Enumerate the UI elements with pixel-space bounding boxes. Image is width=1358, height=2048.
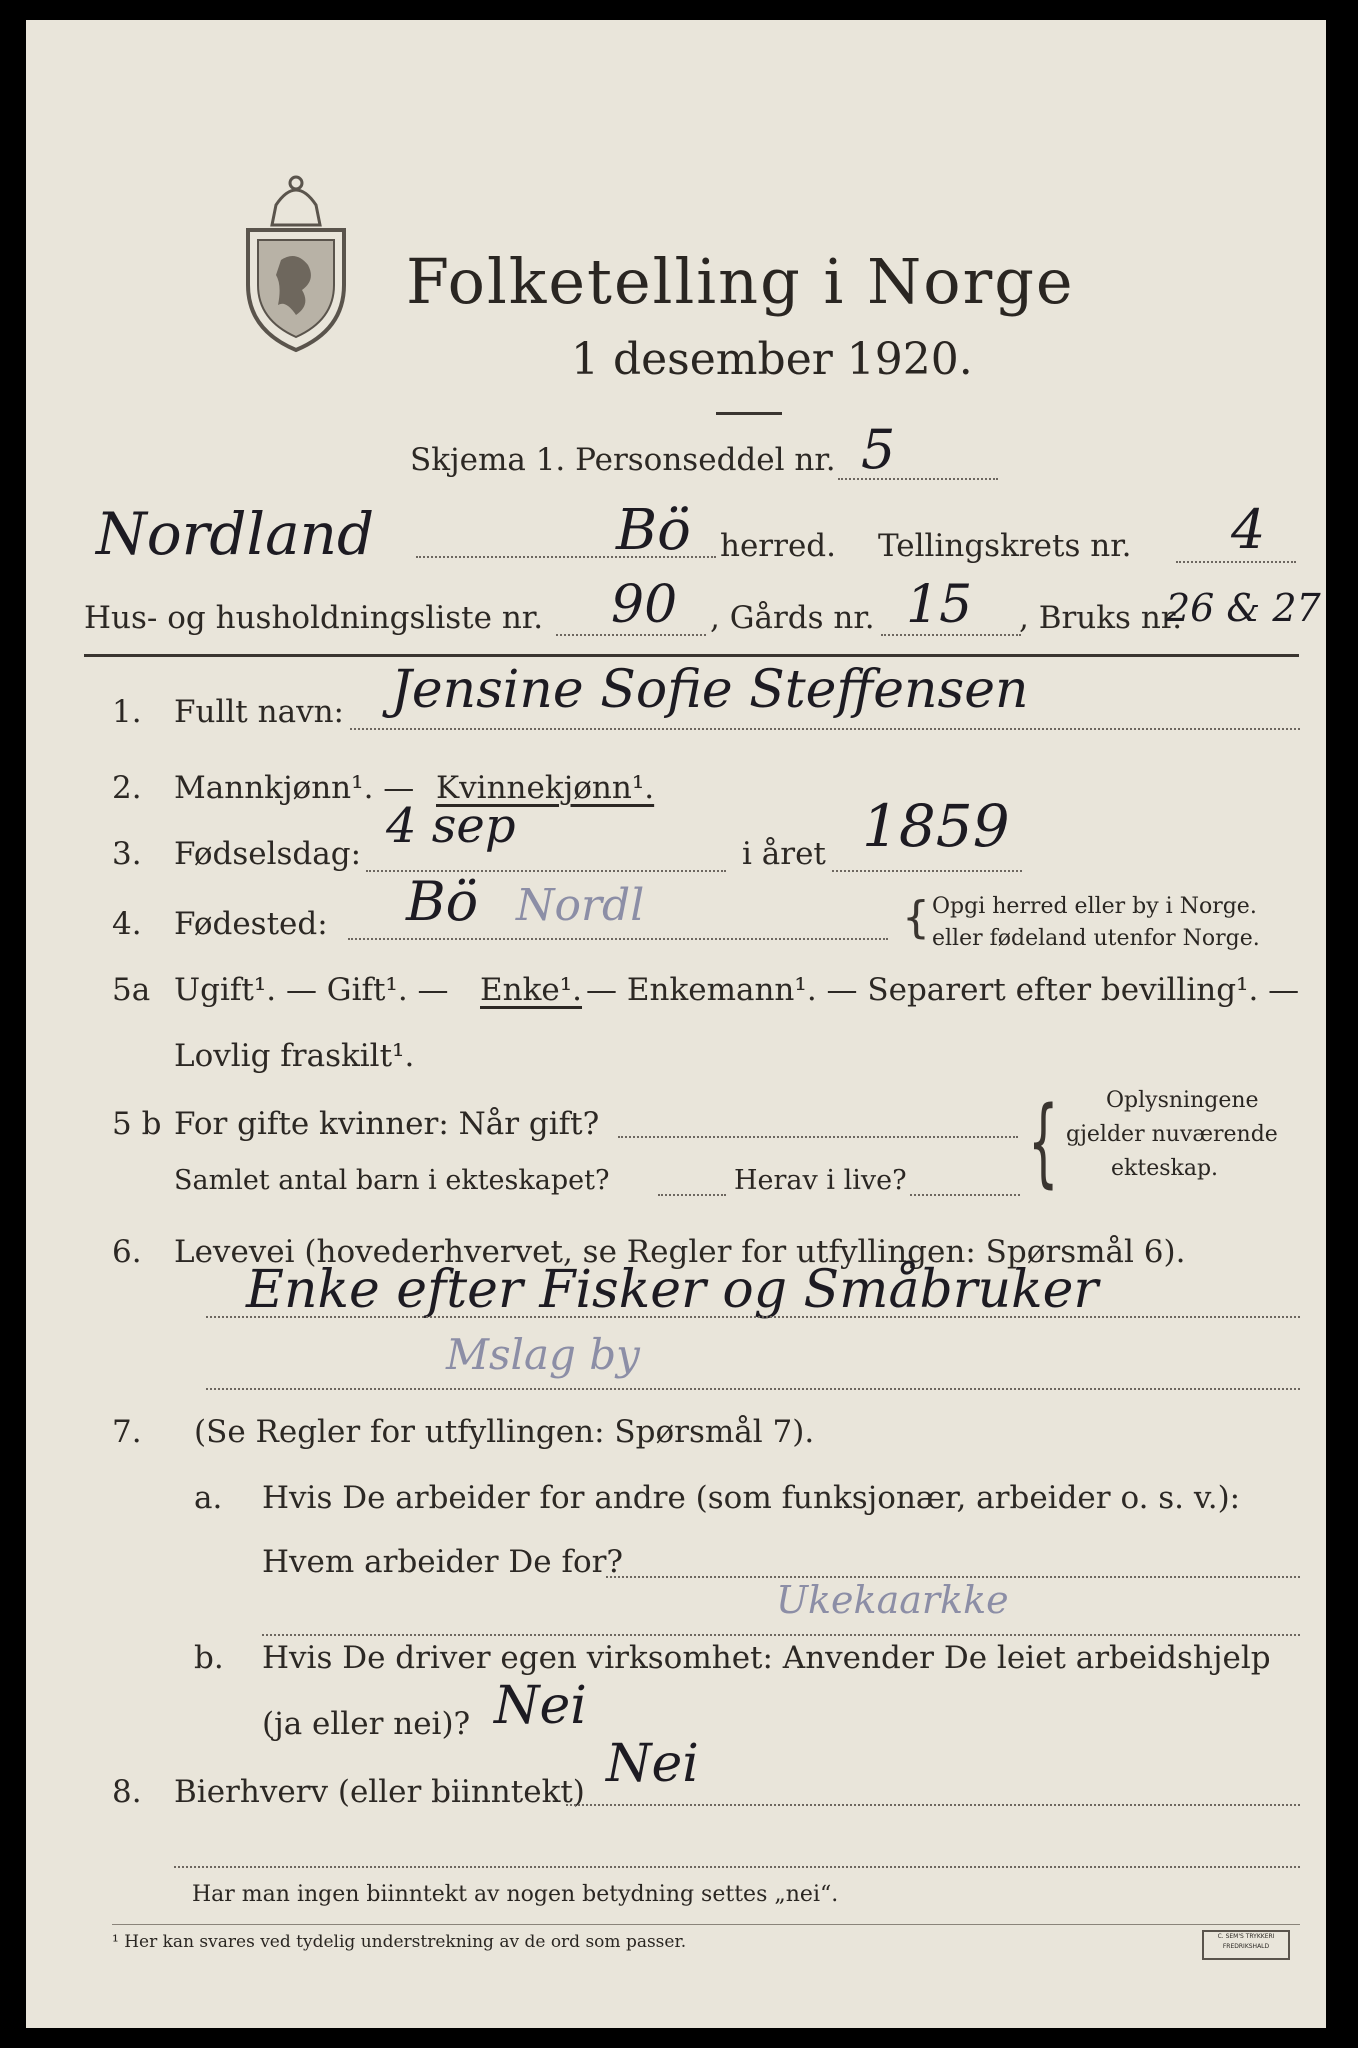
footer-divider — [112, 1924, 1300, 1925]
q8-field-line2 — [174, 1866, 1300, 1868]
farm-value: 15 — [906, 575, 973, 635]
q3-number: 3. — [112, 836, 142, 872]
district-field-line — [1176, 561, 1296, 563]
q7-number: 7. — [112, 1414, 142, 1450]
year-field-line — [832, 870, 1022, 872]
use-value: 26 & 27 — [1166, 586, 1321, 630]
q5a-selected-option: Enke¹. — [480, 972, 583, 1008]
q6-field-line2 — [206, 1388, 1300, 1390]
q7-label: (Se Regler for utfyllingen: Spørsmål 7). — [194, 1414, 815, 1450]
q2-female-label-selected: Kvinnekjønn¹. — [436, 770, 655, 806]
q4-number: 4. — [112, 906, 142, 942]
printer-stamp: C. SEM'S TRYKKERI FREDRIKSHALD — [1202, 1930, 1290, 1960]
q7b-text: Hvis De driver egen virksomhet: Anvender De leiet arbeidshjelp — [262, 1640, 1271, 1676]
birthplace-value: Bö — [406, 870, 479, 933]
q1-field-line — [350, 728, 1300, 730]
q6-field-line1 — [206, 1316, 1300, 1318]
birthplace-pencil-note: Nordl — [516, 880, 645, 931]
q8-value: Nei — [606, 1734, 699, 1794]
schema-label: Skjema 1. Personseddel nr. — [410, 442, 836, 478]
q4-brace: { — [902, 892, 930, 943]
q5a-options-after: — Enkemann¹. — Separert efter bevilling¹. — — [586, 972, 1300, 1008]
q5b-children-field-line — [658, 1194, 726, 1196]
q7a-pencil-note: Ukekaarkke — [776, 1578, 1009, 1622]
q5b-alive-label: Herav i live? — [734, 1165, 907, 1196]
q5b-number: 5 b — [112, 1106, 162, 1142]
q6-label: Levevei (hovederhvervet, se Regler for utfyllingen: Spørsmål 6). — [174, 1234, 1186, 1270]
q7b-letter: b. — [194, 1640, 224, 1676]
q6-number: 6. — [112, 1234, 142, 1270]
norwegian-coat-of-arms-icon — [236, 165, 356, 355]
year-label: i året — [742, 836, 826, 872]
farm-label: , Gårds nr. — [710, 600, 875, 636]
q7a-text: Hvis De arbeider for andre (som funksjonær, arbeider o. s. v.): — [262, 1480, 1241, 1516]
q7a-question: Hvem arbeider De for? — [262, 1544, 624, 1580]
q8-field-line1 — [566, 1804, 1300, 1806]
occupation-pencil-note: Mslag by — [446, 1330, 640, 1379]
census-form-sheet — [26, 20, 1326, 2028]
full-name-value: Jensine Sofie Steffensen — [391, 660, 1029, 720]
q5b-note-line3: ekteskap. — [1111, 1156, 1219, 1181]
header-divider — [84, 654, 1299, 657]
district-value: 4 — [1231, 498, 1266, 561]
q7b-value: Nei — [494, 1676, 587, 1736]
q2-male-label: Mannkjønn¹. — — [174, 770, 415, 806]
q5a-number: 5a — [112, 972, 151, 1008]
q4-field-line — [348, 938, 888, 940]
household-label: Hus- og husholdningsliste nr. — [84, 600, 544, 636]
q5b-children-label: Samlet antal barn i ekteskapet? — [174, 1165, 610, 1196]
occupation-value: Enke efter Fisker og Småbruker — [246, 1260, 1099, 1320]
region-handwritten: Nordland — [96, 500, 375, 568]
q4-note-line2: eller fødeland utenfor Norge. — [932, 926, 1260, 951]
municipality-value: Bö — [616, 498, 691, 563]
use-label: , Bruks nr. — [1019, 600, 1183, 636]
household-value: 90 — [611, 575, 678, 635]
census-date: 1 desember 1920. — [571, 334, 973, 385]
q8-number: 8. — [112, 1774, 142, 1810]
footer-note: Har man ingen biinntekt av nogen betydning settes „nei“. — [192, 1882, 839, 1907]
q8-label: Bierhverv (eller biinntekt) — [174, 1774, 585, 1810]
q5b-note-line2: gjelder nuværende — [1066, 1122, 1278, 1147]
q4-note-line1: Opgi herred eller by i Norge. — [932, 894, 1257, 919]
q7a-field-line2 — [262, 1634, 1300, 1636]
q5b-brace: { — [1028, 1086, 1059, 1198]
q1-label: Fullt navn: — [174, 694, 344, 730]
q5b-alive-field-line — [910, 1194, 1020, 1196]
birth-year-value: 1859 — [862, 792, 1010, 860]
schema-number-value: 5 — [861, 418, 896, 481]
q7b-question: (ja eller nei)? — [262, 1706, 471, 1742]
q5b-married-label: For gifte kvinner: Når gift? — [174, 1106, 600, 1142]
footnote: ¹ Her kan svares ved tydelig understrekning av de ord som passer. — [112, 1932, 687, 1952]
q4-label: Fødested: — [174, 906, 328, 942]
q3-label: Fødselsdag: — [174, 836, 362, 872]
form-title: Folketelling i Norge — [406, 245, 1075, 318]
birthday-value: 4 sep — [386, 798, 516, 854]
title-divider — [716, 412, 782, 415]
q5a-line2: Lovlig fraskilt¹. — [174, 1038, 415, 1074]
q1-number: 1. — [112, 694, 142, 730]
q2-number: 2. — [112, 770, 142, 806]
q5b-note-line1: Oplysningene — [1106, 1088, 1259, 1113]
q7a-letter: a. — [194, 1480, 223, 1516]
q5b-married-field-line — [618, 1136, 1018, 1138]
herred-label: herred. — [720, 528, 836, 564]
district-label: Tellingskrets nr. — [878, 528, 1132, 564]
q5a-options-before: Ugift¹. — Gift¹. — — [174, 972, 449, 1008]
